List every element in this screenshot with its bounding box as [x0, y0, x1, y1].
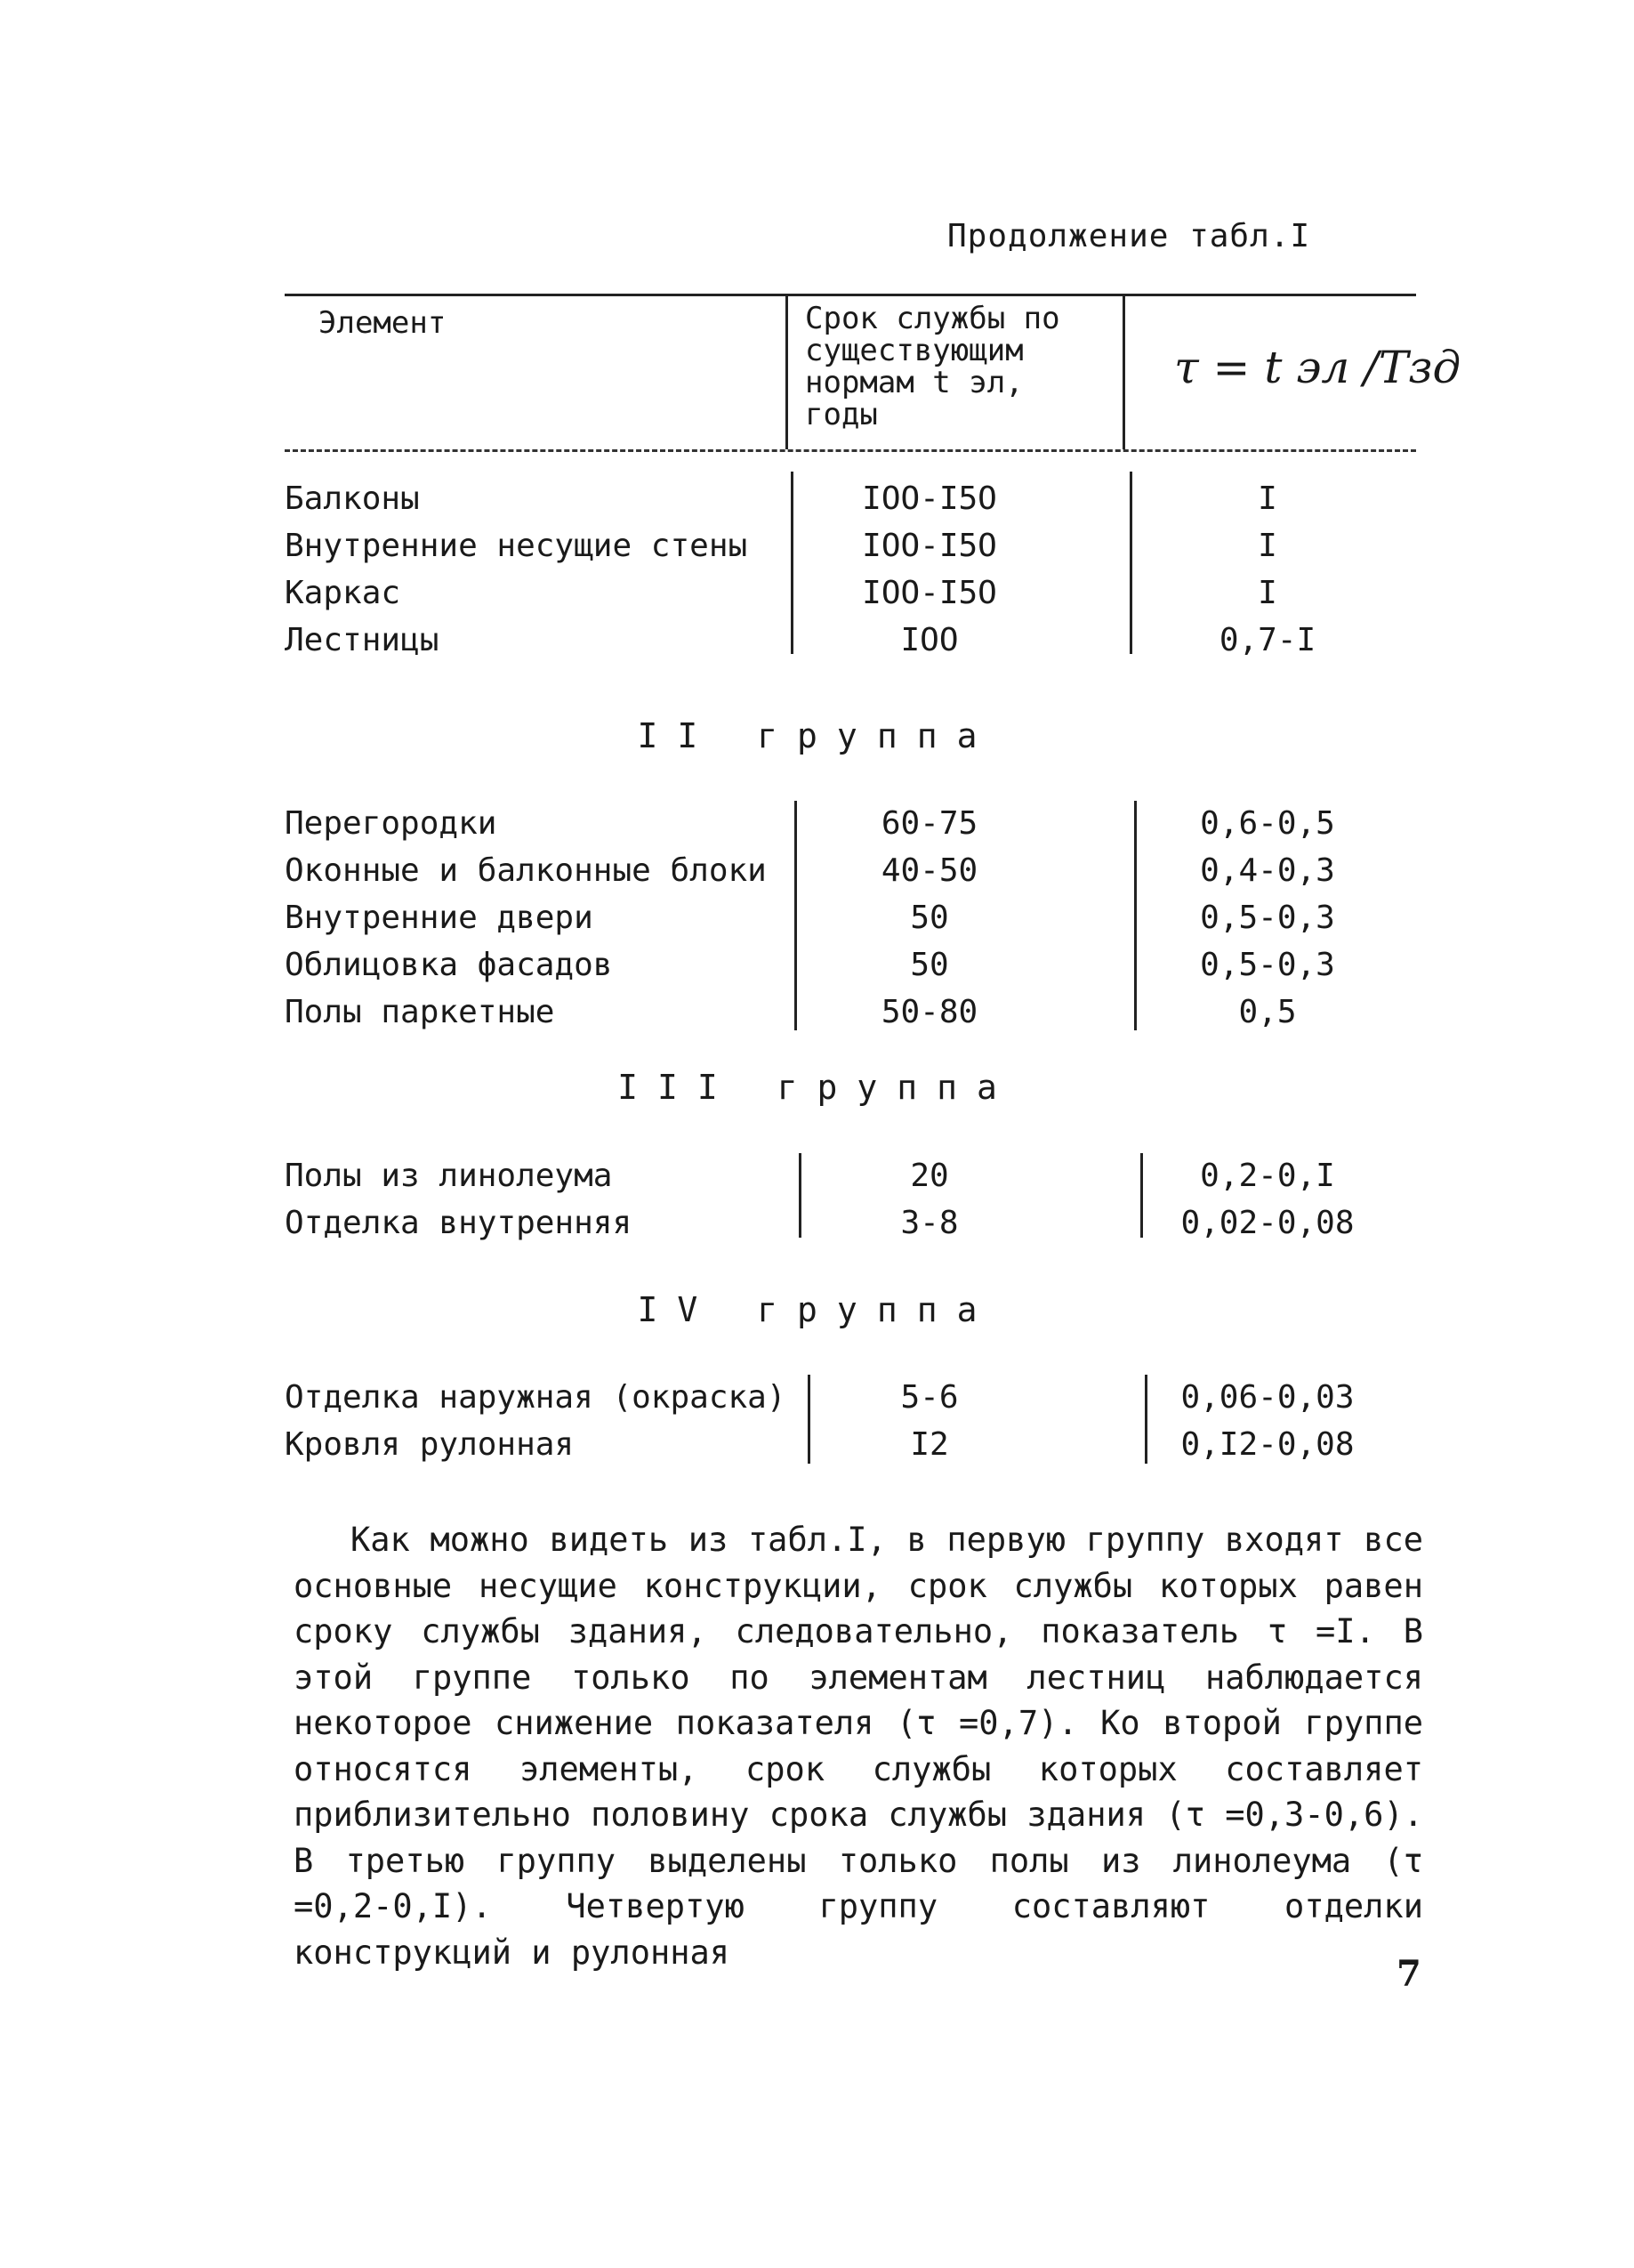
group-title: II группа	[637, 716, 997, 755]
group2-separator-1	[794, 801, 797, 1030]
row-service-life: 20	[910, 1158, 949, 1194]
row-service-life: 50	[910, 900, 949, 936]
header-element: Элемент	[318, 305, 447, 341]
header-srok-line-4: годы	[805, 397, 878, 432]
header-formula: τ = t эл /Tзд	[1174, 342, 1461, 393]
row-tau: I	[1258, 480, 1277, 517]
row-element: Полы из линолеума	[285, 1158, 613, 1194]
row-service-life: 50	[910, 947, 949, 983]
row-service-life: IOO-I5O	[862, 528, 997, 564]
row-tau: 0,7-I	[1219, 622, 1316, 658]
row-element: Внутренние двери	[285, 900, 593, 936]
row-tau: I	[1258, 528, 1277, 564]
row-tau: 0,5-0,3	[1200, 900, 1335, 936]
body-paragraph: Как можно видеть из табл.I, в первую группу входят все основные несущие конструкции, срок службы которых равен сроку службы здания, следовательно, показатель τ =I. В этой группе только по элементам лестниц наблюдается некоторое снижение показателя (τ =0,7). Ко второй группе относятся элементы, срок службы которых составляет приблизительно половину срока службы здания (τ =0,3-0,6). В третью группу выделены только полы из линолеума (τ =0,2-0,I). Четвертую группу составляют отделки конструкций и рулонная	[294, 1521, 1423, 1972]
row-tau: 0,6-0,5	[1200, 805, 1335, 842]
row-element: Каркас	[285, 575, 401, 611]
row-tau: 0,06-0,03	[1180, 1379, 1355, 1416]
row-element: Облицовка фасадов	[285, 947, 613, 983]
row-element: Внутренние несущие стены	[285, 528, 748, 564]
row-service-life: 60-75	[881, 805, 978, 842]
group2-separator-2	[1134, 801, 1137, 1030]
row-service-life: IOO-I5O	[862, 575, 997, 611]
row-tau: 0,5	[1238, 994, 1297, 1030]
row-tau: 0,2-0,I	[1200, 1158, 1335, 1194]
header-srok-line-2: существующим	[805, 333, 1024, 368]
page-number: 7	[1397, 1953, 1421, 1995]
row-tau: 0,5-0,3	[1200, 947, 1335, 983]
row-element: Перегородки	[285, 805, 497, 842]
row-element: Оконные и балконные блоки	[285, 852, 767, 889]
row-service-life: IOO-I5O	[862, 480, 997, 517]
row-service-life: 5-6	[900, 1379, 959, 1416]
row-service-life: IOO	[900, 622, 959, 658]
group-title: III группа	[617, 1068, 1017, 1107]
row-service-life: 40-50	[881, 852, 978, 889]
row-element: Полы паркетные	[285, 994, 555, 1030]
header-bottom-rule	[285, 449, 1416, 452]
row-tau: 0,02-0,08	[1180, 1205, 1355, 1241]
group1-separator-1	[791, 472, 793, 654]
group-title: IV группа	[637, 1290, 997, 1329]
row-element: Отделка наружная (окраска)	[285, 1379, 786, 1416]
row-service-life: 50-80	[881, 994, 978, 1030]
table-caption: Продолжение табл.I	[947, 218, 1311, 254]
header-separator-1	[785, 294, 788, 449]
row-tau: 0,I2-0,08	[1180, 1426, 1355, 1463]
row-element: Отделка внутренняя	[285, 1205, 632, 1241]
header-srok-line-3: нормам t эл,	[805, 365, 1024, 400]
row-element: Балконы	[285, 480, 420, 517]
row-tau: 0,4-0,3	[1200, 852, 1335, 889]
row-service-life: 3-8	[900, 1205, 959, 1241]
group1-separator-2	[1130, 472, 1132, 654]
row-tau: I	[1258, 575, 1277, 611]
table-top-rule	[285, 294, 1416, 296]
row-service-life: I2	[910, 1426, 949, 1463]
row-element: Кровля рулонная	[285, 1426, 575, 1463]
row-element: Лестницы	[285, 622, 439, 658]
header-srok-line-1: Срок службы по	[805, 301, 1060, 336]
header-service-life	[805, 303, 1125, 431]
